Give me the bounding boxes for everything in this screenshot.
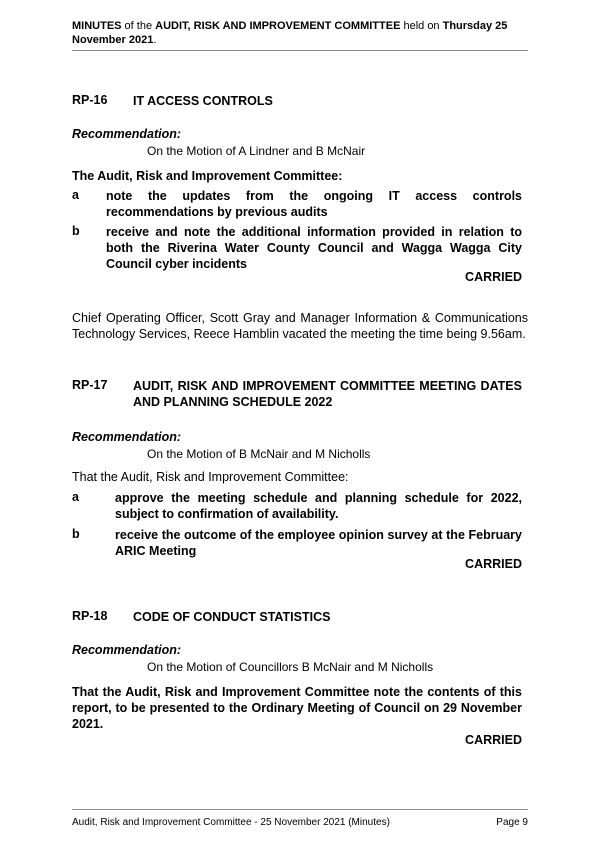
note-paragraph: Chief Operating Officer, Scott Gray and Manager Information & Communications Technology Services, Reece Hamblin vacated the meeting the time being 9.56am. [72, 311, 528, 341]
resolution-intro: The Audit, Risk and Improvement Committee: [72, 169, 343, 183]
item-title: IT ACCESS CONTROLS [133, 94, 273, 108]
header-committee: AUDIT, RISK AND IMPROVEMENT COMMITTEE [155, 20, 401, 32]
carried-status: CARRIED [465, 557, 522, 571]
list-item-text: note the updates from the ongoing IT access controls recommendations by previous audits [106, 189, 522, 219]
carried-status: CARRIED [465, 270, 522, 284]
footer-divider [72, 809, 528, 810]
item-number: RP-18 [72, 609, 108, 623]
list-item-text: receive and note the additional information provided in relation to both the Riverina Water County Council and Wagga Wagga City Council cyber incidents [106, 225, 522, 271]
page-header [72, 19, 532, 47]
recommendation-heading: Recommendation: [72, 127, 182, 141]
item-number: RP-17 [72, 378, 108, 392]
header-text-2: held on [400, 20, 443, 32]
list-item-label: b [72, 224, 80, 238]
list-item-label: a [72, 490, 79, 504]
page-number: Page 9 [496, 817, 528, 828]
header-text-1: of the [121, 20, 156, 32]
item-title: CODE OF CONDUCT STATISTICS [133, 610, 331, 624]
motion-text: On the Motion of Councillors B McNair and M Nicholls [147, 660, 434, 674]
header-minutes: MINUTES [72, 20, 122, 32]
header-text-3: . [153, 34, 157, 46]
list-item-label: b [72, 527, 80, 541]
list-item-text: receive the outcome of the employee opinion survey at the February ARIC Meeting [115, 528, 522, 558]
header-divider [72, 50, 528, 51]
motion-text: On the Motion of A Lindner and B McNair [147, 144, 366, 158]
list-item-label: a [72, 188, 79, 202]
resolution-intro: That the Audit, Risk and Improvement Committee: [72, 470, 349, 484]
recommendation-heading: Recommendation: [72, 430, 182, 444]
motion-text: On the Motion of B McNair and M Nicholls [147, 447, 371, 461]
header-date: Thursday 25 November 2021 [72, 20, 508, 46]
item-title: AUDIT, RISK AND IMPROVEMENT COMMITTEE MEETING DATES AND PLANNING SCHEDULE 2022 [133, 379, 522, 409]
footer-title: Audit, Risk and Improvement Committee - 25 November 2021 (Minutes) [72, 817, 390, 828]
recommendation-heading: Recommendation: [72, 643, 182, 657]
list-item-text: approve the meeting schedule and planning schedule for 2022, subject to confirmation of availability. [115, 491, 522, 521]
resolution-text: That the Audit, Risk and Improvement Committee note the contents of this report, to be presented to the Ordinary Meeting of Council on 29 November 2021. [72, 685, 522, 731]
carried-status: CARRIED [465, 733, 522, 747]
item-number: RP-16 [72, 93, 108, 107]
